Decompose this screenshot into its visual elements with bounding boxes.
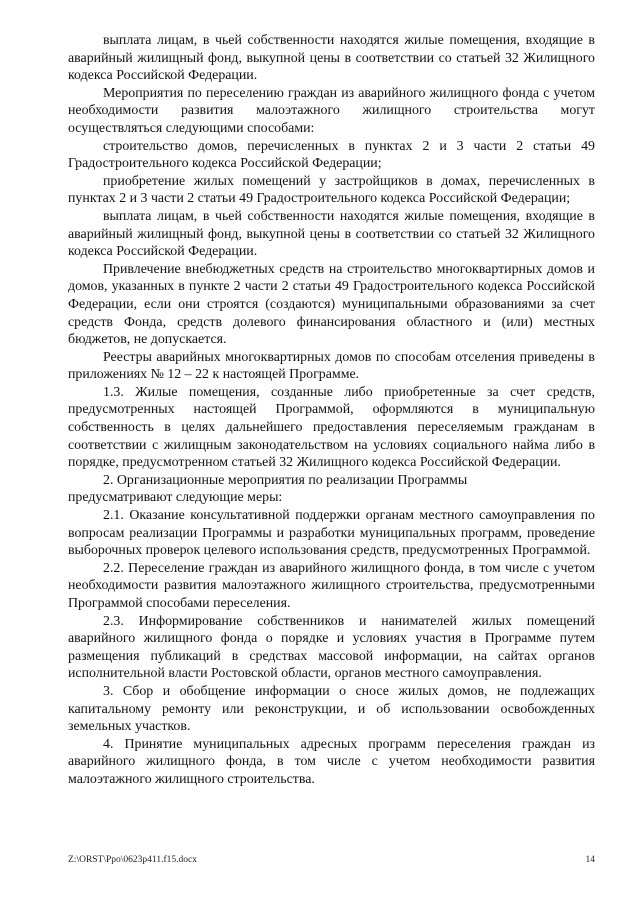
- paragraph: Привлечение внебюджетных средств на строительство многоквартирных домов и домов, указанных в пункте 2 части 2 статьи 49 Градостроительного кодекса Российской Федерации, если они строятся (создаются) муниципальными образованиями за счет средств Фонда, средств долевого финансирования областного и (или) местных бюджетов, не допускается.: [68, 261, 595, 348]
- file-path: Z:\ORST\Ppo\0623p411.f15.docx: [68, 855, 197, 865]
- paragraph: 2.3. Информирование собственников и нанимателей жилых помещений аварийного жилищного фонда о порядке и условиях участия в Программе путем размещения публикаций в средствах массовой информации, на сайтах органов исполнительной власти Ростовской области, органов местного самоуправления.: [68, 613, 595, 682]
- paragraph: 2. Организационные мероприятия по реализации Программы предусматривают следующие меры:: [68, 472, 468, 506]
- paragraph: выплата лицам, в чьей собственности находятся жилые помещения, входящие в аварийный жилищный фонд, выкупной цены в соответствии со статьей 32 Жилищного кодекса Российской Федерации.: [68, 33, 595, 84]
- page-number: 14: [585, 855, 595, 865]
- paragraph: Мероприятия по переселению граждан из аварийного жилищного фонда с учетом необходимости развития малоэтажного жилищного строительства могут осуществляться следующими способами:: [68, 85, 595, 136]
- paragraph: Реестры аварийных многоквартирных домов по способам отселения приведены в приложениях № 12 – 22 к настоящей Программе.: [68, 349, 595, 383]
- paragraph: 3. Сбор и обобщение информации о сносе жилых домов, не подлежащих капитальному ремонту или реконструкции, и об использовании освобожденных земельных участков.: [68, 683, 595, 735]
- paragraph: 2.2. Переселение граждан из аварийного жилищного фонда, в том числе с учетом необходимости развития малоэтажного жилищного строительства, предусмотренными Программой способами переселения.: [68, 560, 595, 611]
- paragraph: выплата лицам, в чьей собственности находятся жилые помещения, входящие в аварийный жилищный фонд, выкупной цены в соответствии со статьей 32 Жилищного кодекса Российской Федерации.: [68, 208, 595, 260]
- paragraph: строительство домов, перечисленных в пунктах 2 и 3 части 2 статьи 49 Градостроительного кодекса Российской Федерации;: [68, 138, 595, 172]
- paragraph: 1.3. Жилые помещения, созданные либо приобретенные за счет средств, предусмотренных настоящей Программой, оформляются в муниципальную собственность в целях дальнейшего предоставления переселяемым гражданам в соответствии с жилищным законодательством на условиях социального найма либо в порядке, предусмотренном статьей 32 Жилищного кодекса Российской Федерации.: [68, 384, 595, 471]
- paragraph: приобретение жилых помещений у застройщиков в домах, перечисленных в пунктах 2 и 3 части 2 статьи 49 Градостроительного кодекса Российской Федерации;: [68, 173, 595, 207]
- document-body: [68, 32, 595, 789]
- paragraph: 2.1. Оказание консультативной поддержки органам местного самоуправления по вопросам реализации Программы и разработки муниципальных программ, проведение выборочных проверок целевого использования средств, предусмотренных Программой.: [68, 508, 595, 559]
- paragraph: 4. Принятие муниципальных адресных программ переселения граждан из аварийного жилищного фонда, в том числе с учетом необходимости развития малоэтажного жилищного строительства.: [68, 736, 595, 787]
